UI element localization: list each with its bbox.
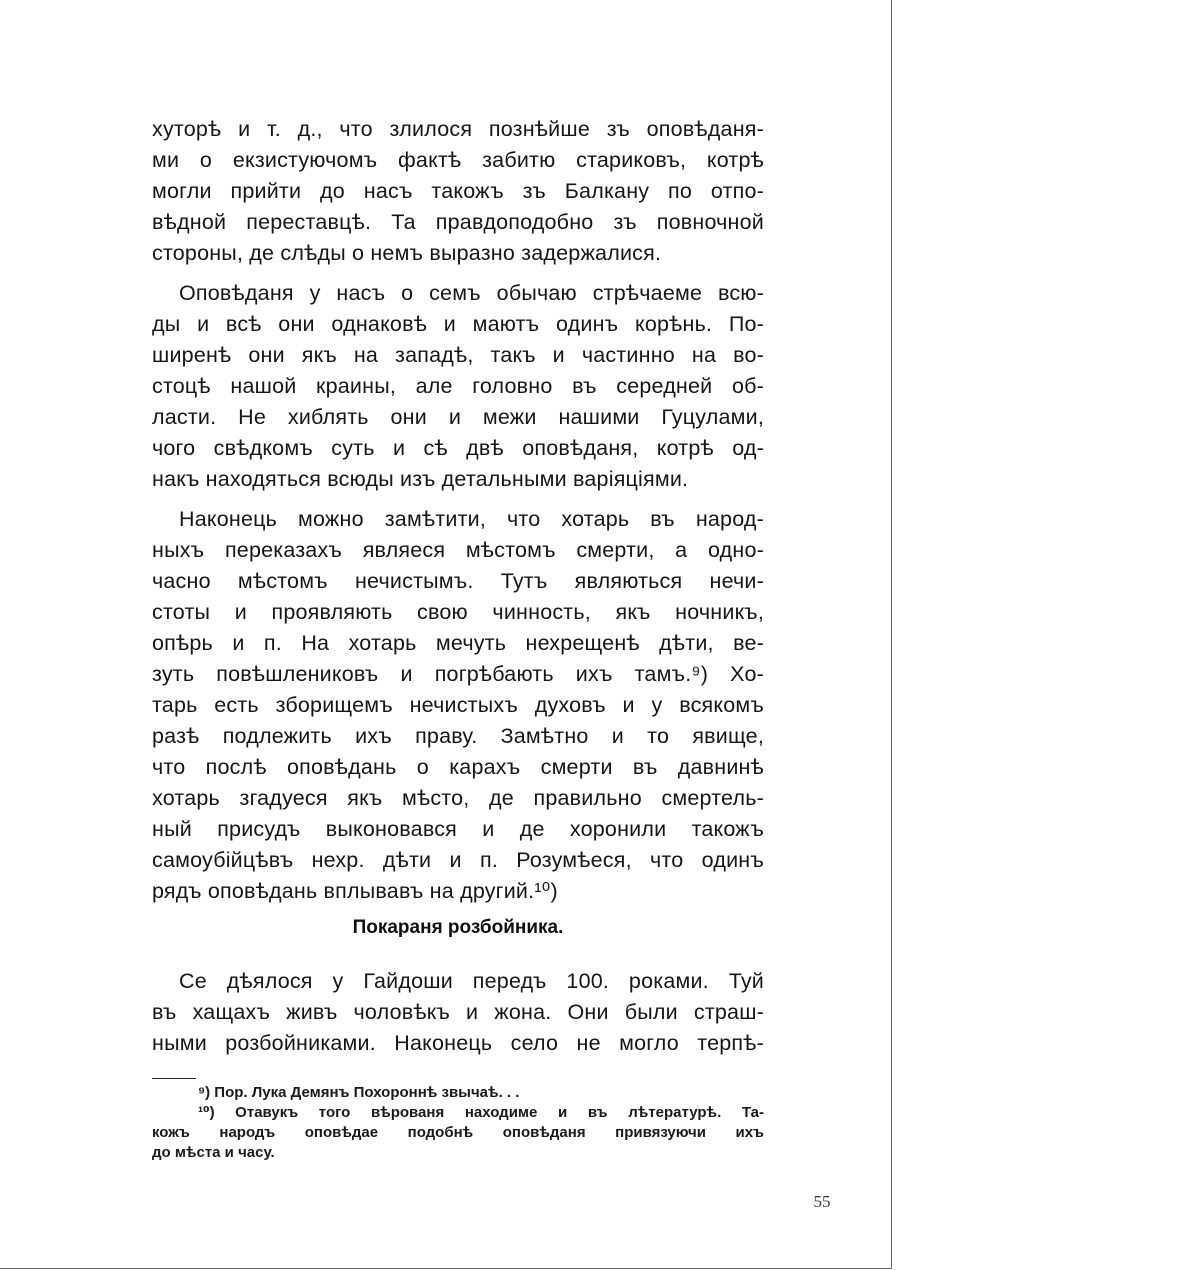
text-line: зуть повѣшлениковъ и погрѣбають ихъ тамъ.⁹) Хо- — [152, 662, 764, 686]
text-line: хуторѣ и т. д., что злилося познѣйше зъ оповѣданя- — [152, 117, 764, 141]
footnote-10: ¹⁰) Отавукъ того вѣрованя находиме и въ лѣтературѣ. Та- — [198, 1104, 764, 1121]
text-line: тарь есть зборищемъ нечистыхъ духовъ и у всякомъ — [152, 693, 764, 717]
text-line: ный присудъ выконовався и де хоронили такожъ — [152, 817, 764, 841]
text-line: стоцѣ нашой краины, але головно въ середней об- — [152, 374, 764, 398]
text-line: стоты и проявляють свою чинность, якъ ночникъ, — [152, 600, 764, 624]
paragraph-2 — [152, 278, 764, 495]
text-line: въ хащахъ живъ чоловѣкъ и жона. Они были страш- — [152, 1000, 764, 1024]
text-line: вѣдной переставцѣ. Та правдоподобно зъ повночной — [152, 210, 764, 234]
text-line: хотарь згадуеся якъ мѣсто, де правильно смертель- — [152, 786, 764, 810]
page-number: 55 — [813, 1192, 831, 1211]
text-line: ми о екзистуючомъ фактѣ забитю стариковъ, котрѣ — [152, 148, 764, 172]
text-line: опѣрь и п. На хотарь мечуть нехрещенѣ дѣти, ве- — [152, 631, 764, 655]
text-line: Се дѣялося у Гайдоши передъ 100. роками. Туй — [179, 969, 764, 993]
footnote-10-cont: до мѣста и часу. — [152, 1144, 275, 1161]
text-line: ласти. Не хиблять они и межи нашими Гуцулами, — [152, 405, 764, 429]
section-heading: Покараня розбойника. — [352, 917, 564, 938]
paragraph-1 — [152, 114, 764, 269]
footnote-rule — [152, 1078, 196, 1079]
text-line: часно мѣстомъ нечистымъ. Тутъ являються нечи- — [152, 569, 764, 593]
text-line: ныхъ переказахъ являеся мѣстомъ смерти, а одно- — [152, 538, 764, 562]
text-line: стороны, де слѣды о немъ выразно задержалися. — [152, 241, 662, 265]
text-line: могли прийти до насъ такожъ зъ Балкану по отпо- — [152, 179, 764, 203]
footnote-10-cont: кожъ народъ оповѣдае подобнѣ оповѣданя привязуючи ихъ — [152, 1124, 764, 1141]
text-line: что послѣ оповѣдань о карахъ смерти въ давнинѣ — [152, 755, 764, 779]
text-line: разѣ подлежить ихъ праву. Замѣтно и то явище, — [152, 724, 764, 748]
text-line: рядъ оповѣдань вплывавъ на другий.¹⁰) — [152, 879, 558, 903]
paragraph-3 — [152, 504, 764, 907]
text-line: ды и всѣ они однаковѣ и маютъ одинъ корѣнь. По- — [152, 312, 764, 336]
text-line: Наконець можно замѣтити, что хотарь въ народ- — [179, 507, 764, 531]
text-line: чого свѣдкомъ суть и сѣ двѣ оповѣданя, котрѣ од- — [152, 436, 764, 460]
text-line: самоубійцѣвъ нехр. дѣти и п. Розумѣеся, что одинъ — [152, 848, 764, 872]
footnotes — [152, 1083, 764, 1163]
text-line: ными розбойниками. Наконець село не могло терпѣ- — [152, 1031, 764, 1055]
text-line: накъ находяться всюды изъ детальными варіяціями. — [152, 467, 689, 491]
footnote-9: ⁹) Пор. Лука Демянъ Похороннѣ звычаѣ. . . — [198, 1084, 520, 1101]
last-paragraph — [152, 966, 764, 1059]
text-line: ширенѣ они якъ на западѣ, такъ и частинно на во- — [152, 343, 764, 367]
body-text — [152, 114, 764, 907]
text-line: Оповѣданя у насъ о семъ обычаю стрѣчаеме всю- — [179, 281, 764, 305]
